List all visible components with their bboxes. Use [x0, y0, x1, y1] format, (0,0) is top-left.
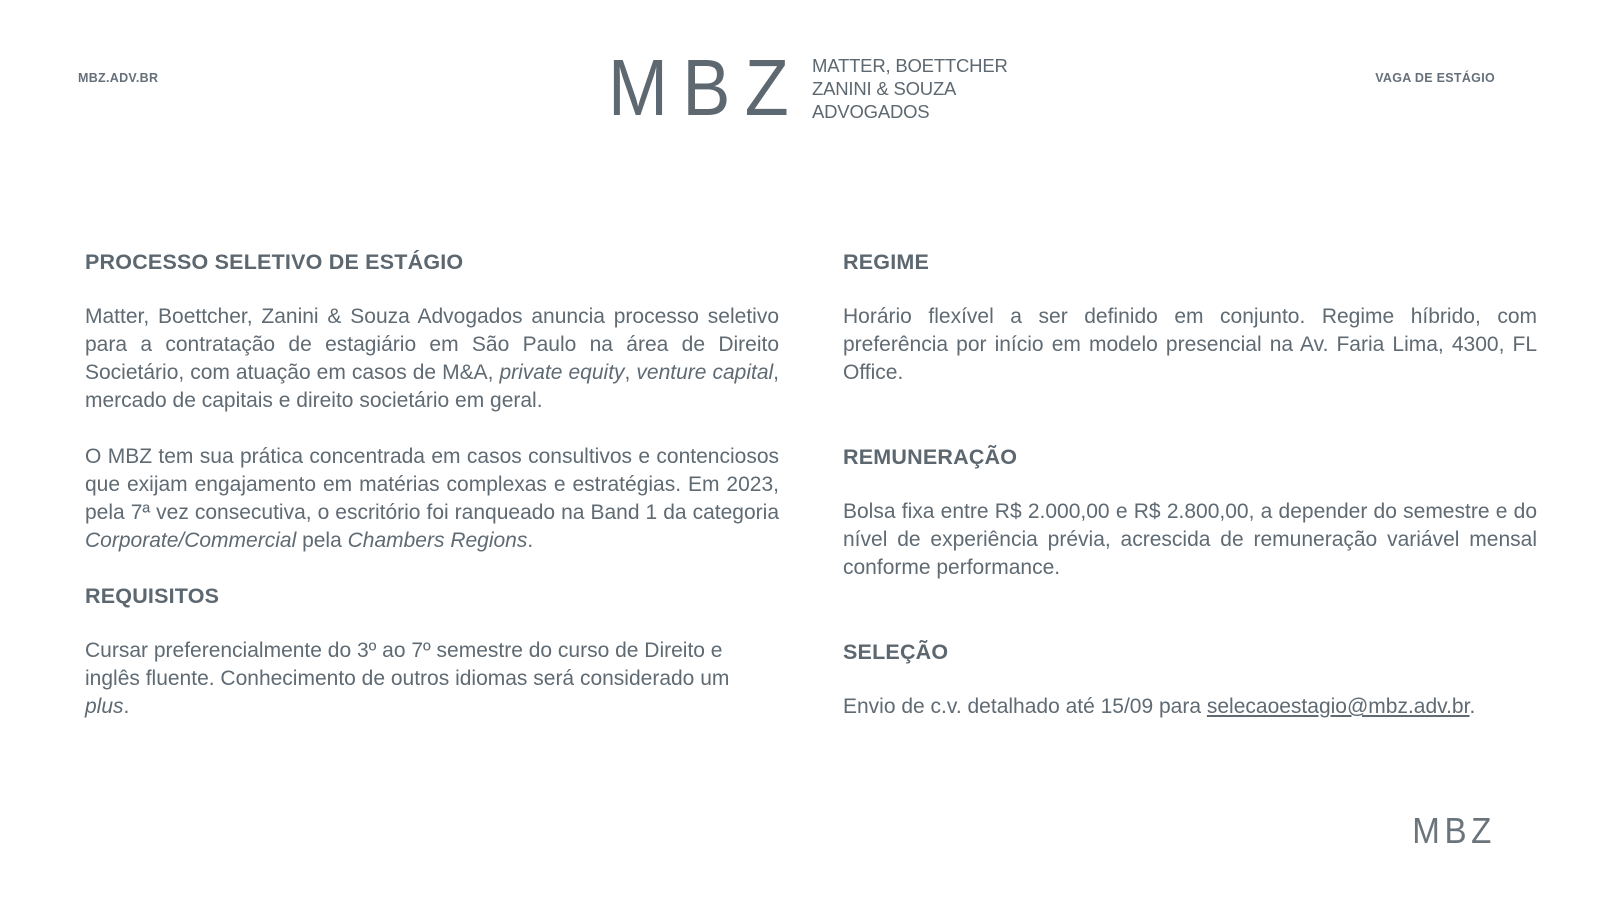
logo-line-1: MATTER, BOETTCHER [812, 55, 1008, 76]
footer-logo-mark: MBZ [1412, 810, 1496, 851]
section-title-remuneracao: REMUNERAÇÃO [843, 445, 1018, 469]
company-logo [608, 43, 1008, 132]
email-link[interactable]: selecaoestagio@mbz.adv.br [1206, 695, 1470, 718]
regime-paragraph: Horário flexível a ser definido em conjunto. Regime híbrido, com preferência por início em modelo presencial na Av. Faria Lima, 4300, FL Office. [843, 305, 1537, 384]
left-column [85, 248, 779, 721]
page-tag: VAGA DE ESTÁGIO [1375, 71, 1495, 85]
section-title-processo: PROCESSO SELETIVO DE ESTÁGIO [85, 250, 464, 274]
logo-line-2: ZANINI & SOUZA [812, 78, 957, 99]
right-column [843, 248, 1537, 721]
section-title-regime: REGIME [843, 250, 930, 274]
remuneration-paragraph: Bolsa fixa entre R$ 2.000,00 e R$ 2.800,00, a depender do semestre e do nível de experiência prévia, acrescida de remuneração variável mensal conforme performance. [843, 500, 1537, 579]
italic-private-equity: private equity [499, 361, 625, 384]
logo-mark: MBZ [608, 43, 804, 132]
intro-paragraph-2: O MBZ tem sua prática concentrada em casos consultivos e contenciosos que exijam engajamento em matérias complexas e estratégias. Em 2023, pela 7ª vez consecutiva, o escritório foi ranqueado na Band 1 da categoria Corporate/Commercial pela Chambers Regions. [85, 445, 779, 552]
section-title-requisitos: REQUISITOS [85, 584, 220, 608]
website-url: MBZ.ADV.BR [78, 71, 159, 85]
logo-line-3: ADVOGADOS [812, 101, 930, 122]
section-title-selecao: SELEÇÃO [843, 640, 949, 664]
logo-firm-name [812, 54, 1008, 123]
italic-chambers-regions: Chambers Regions [347, 529, 528, 552]
italic-venture-capital: venture capital [636, 361, 774, 384]
selection-paragraph: Envio de c.v. detalhado até 15/09 para selecaoestagio@mbz.adv.br. [843, 695, 1476, 718]
requirements-paragraph: Cursar preferencialmente do 3º ao 7º semestre do curso de Direito e inglês fluente. Conhecimento de outros idiomas será considerado um plus. [85, 639, 730, 718]
italic-plus: plus [85, 695, 124, 718]
italic-corporate-commercial: Corporate/Commercial [85, 529, 297, 552]
intro-paragraph-1: Matter, Boettcher, Zanini & Souza Advogados anuncia processo seletivo para a contratação de estagiário em São Paulo na área de Direito Societário, com atuação em casos de M&A, private equity, venture capital, mercado de capitais e direito societário em geral. [85, 305, 780, 412]
